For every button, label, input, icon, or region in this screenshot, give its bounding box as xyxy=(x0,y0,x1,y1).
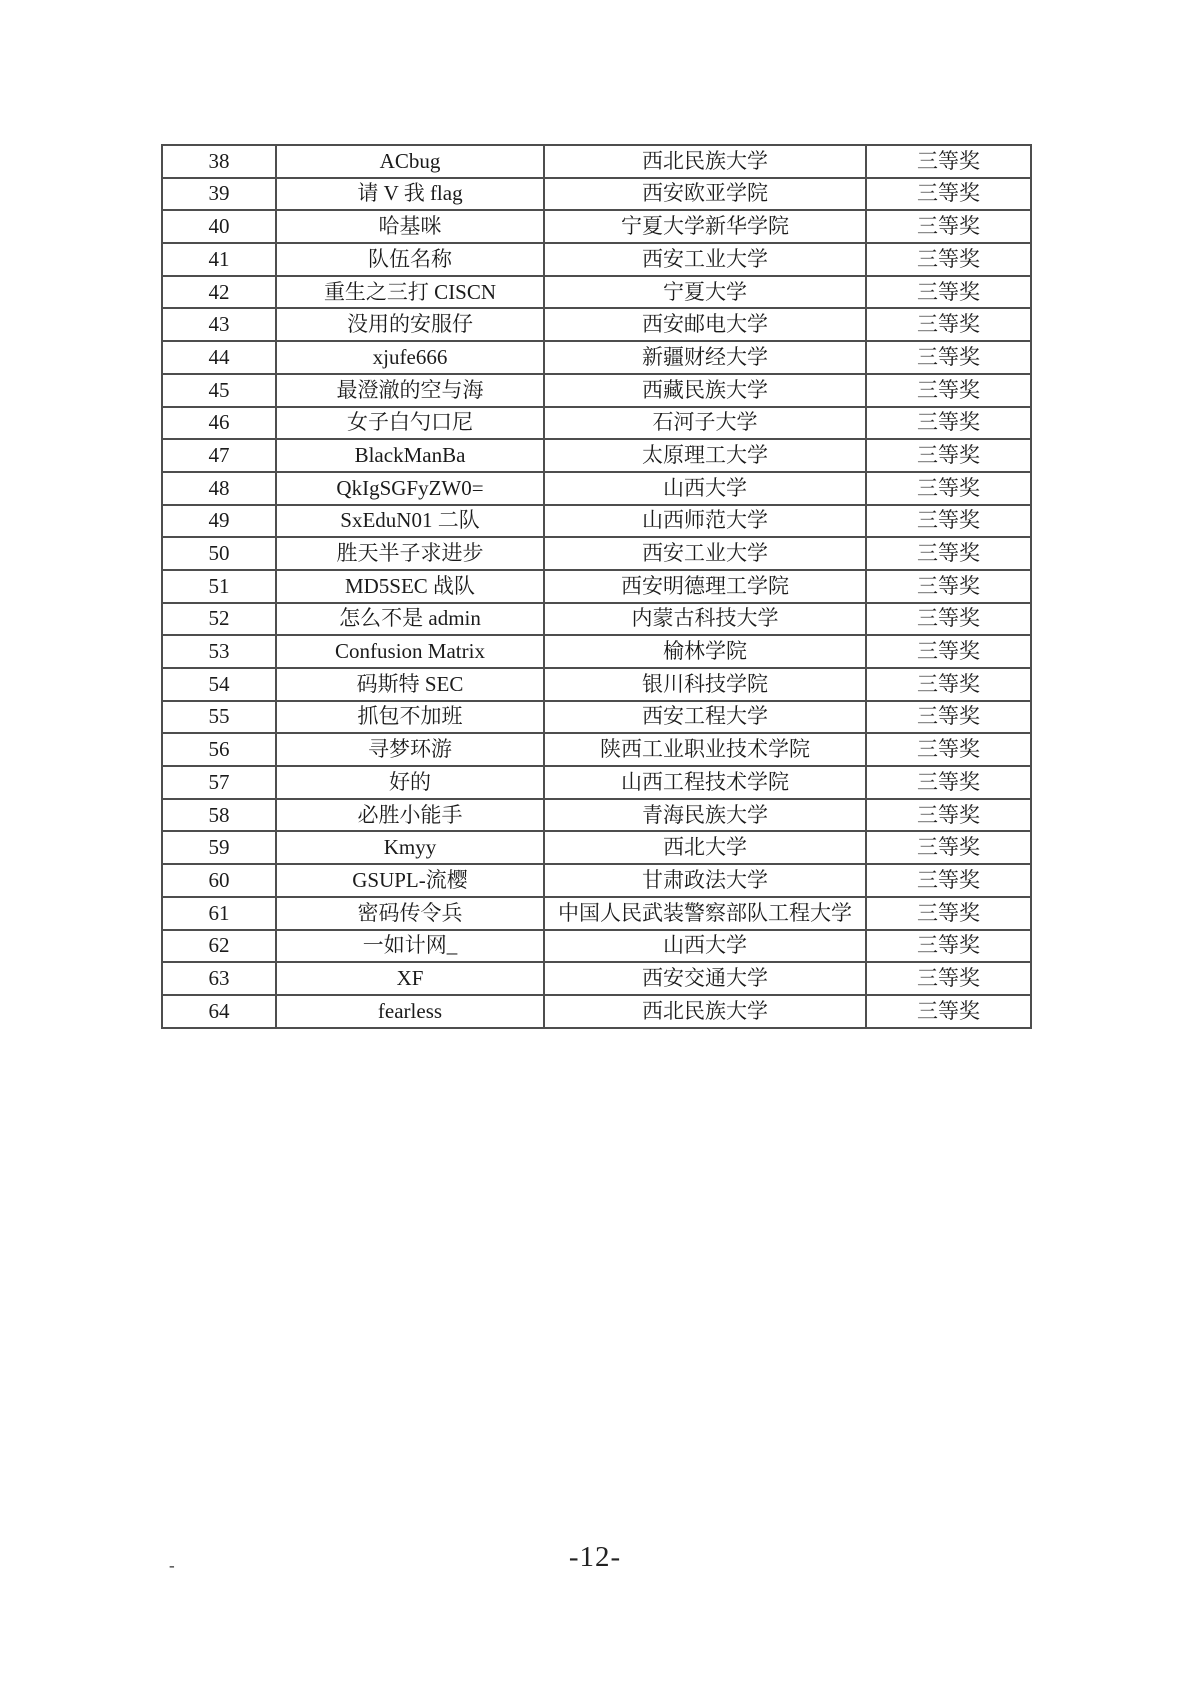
cell-school: 宁夏大学 xyxy=(544,276,866,309)
cell-no: 47 xyxy=(162,439,276,472)
cell-award: 三等奖 xyxy=(866,766,1031,799)
cell-no: 41 xyxy=(162,243,276,276)
table-row xyxy=(162,505,1031,538)
awards-table xyxy=(161,144,1032,1029)
cell-award: 三等奖 xyxy=(866,178,1031,211)
cell-award: 三等奖 xyxy=(866,407,1031,440)
cell-team: GSUPL-流樱 xyxy=(276,864,544,897)
cell-award: 三等奖 xyxy=(866,308,1031,341)
cell-no: 43 xyxy=(162,308,276,341)
table-row xyxy=(162,374,1031,407)
table-row xyxy=(162,962,1031,995)
cell-no: 63 xyxy=(162,962,276,995)
cell-award: 三等奖 xyxy=(866,570,1031,603)
table-row xyxy=(162,570,1031,603)
cell-no: 45 xyxy=(162,374,276,407)
cell-team: 队伍名称 xyxy=(276,243,544,276)
footer-left-mark: - xyxy=(169,1556,175,1575)
cell-no: 48 xyxy=(162,472,276,505)
cell-school: 山西大学 xyxy=(544,472,866,505)
cell-no: 49 xyxy=(162,505,276,538)
table-row xyxy=(162,766,1031,799)
awards-table-body xyxy=(162,145,1031,1028)
cell-no: 50 xyxy=(162,537,276,570)
cell-team: 抓包不加班 xyxy=(276,701,544,734)
cell-no: 53 xyxy=(162,635,276,668)
table-row xyxy=(162,439,1031,472)
cell-no: 58 xyxy=(162,799,276,832)
cell-school: 太原理工大学 xyxy=(544,439,866,472)
cell-team: Kmyy xyxy=(276,831,544,864)
cell-award: 三等奖 xyxy=(866,962,1031,995)
table-row xyxy=(162,897,1031,930)
cell-award: 三等奖 xyxy=(866,439,1031,472)
cell-school: 山西大学 xyxy=(544,930,866,963)
cell-school: 中国人民武装警察部队工程大学 xyxy=(544,897,866,930)
cell-award: 三等奖 xyxy=(866,472,1031,505)
cell-no: 46 xyxy=(162,407,276,440)
cell-team: XF xyxy=(276,962,544,995)
table-row xyxy=(162,995,1031,1028)
cell-school: 榆林学院 xyxy=(544,635,866,668)
cell-award: 三等奖 xyxy=(866,145,1031,178)
cell-no: 60 xyxy=(162,864,276,897)
cell-team: 密码传令兵 xyxy=(276,897,544,930)
cell-team: 最澄澈的空与海 xyxy=(276,374,544,407)
cell-school: 山西工程技术学院 xyxy=(544,766,866,799)
cell-award: 三等奖 xyxy=(866,733,1031,766)
cell-school: 陕西工业职业技术学院 xyxy=(544,733,866,766)
page-number: -12- xyxy=(568,1541,622,1573)
cell-award: 三等奖 xyxy=(866,210,1031,243)
cell-school: 青海民族大学 xyxy=(544,799,866,832)
cell-team: xjufe666 xyxy=(276,341,544,374)
table-row xyxy=(162,178,1031,211)
cell-award: 三等奖 xyxy=(866,374,1031,407)
table-row xyxy=(162,864,1031,897)
cell-team: 码斯特 SEC xyxy=(276,668,544,701)
table-row xyxy=(162,145,1031,178)
cell-no: 62 xyxy=(162,930,276,963)
cell-school: 银川科技学院 xyxy=(544,668,866,701)
cell-school: 西安工程大学 xyxy=(544,701,866,734)
cell-team: Confusion Matrix xyxy=(276,635,544,668)
cell-team: 哈基咪 xyxy=(276,210,544,243)
table-row xyxy=(162,831,1031,864)
cell-award: 三等奖 xyxy=(866,668,1031,701)
cell-team: 胜天半子求进步 xyxy=(276,537,544,570)
table-row xyxy=(162,308,1031,341)
cell-no: 39 xyxy=(162,178,276,211)
cell-no: 54 xyxy=(162,668,276,701)
cell-award: 三等奖 xyxy=(866,243,1031,276)
cell-school: 山西师范大学 xyxy=(544,505,866,538)
table-row xyxy=(162,341,1031,374)
cell-team: fearless xyxy=(276,995,544,1028)
cell-team: QkIgSGFyZW0= xyxy=(276,472,544,505)
cell-award: 三等奖 xyxy=(866,537,1031,570)
cell-school: 西安工业大学 xyxy=(544,243,866,276)
cell-no: 40 xyxy=(162,210,276,243)
cell-award: 三等奖 xyxy=(866,995,1031,1028)
cell-award: 三等奖 xyxy=(866,701,1031,734)
cell-team: SxEduN01 二队 xyxy=(276,505,544,538)
table-row xyxy=(162,635,1031,668)
table-row xyxy=(162,603,1031,636)
cell-award: 三等奖 xyxy=(866,603,1031,636)
table-row xyxy=(162,799,1031,832)
cell-no: 56 xyxy=(162,733,276,766)
cell-team: 寻梦环游 xyxy=(276,733,544,766)
cell-award: 三等奖 xyxy=(866,635,1031,668)
cell-award: 三等奖 xyxy=(866,897,1031,930)
table-row xyxy=(162,701,1031,734)
cell-team: MD5SEC 战队 xyxy=(276,570,544,603)
cell-no: 55 xyxy=(162,701,276,734)
cell-team: 怎么不是 admin xyxy=(276,603,544,636)
cell-team: 一如计网_ xyxy=(276,930,544,963)
cell-school: 新疆财经大学 xyxy=(544,341,866,374)
cell-school: 西安交通大学 xyxy=(544,962,866,995)
cell-no: 38 xyxy=(162,145,276,178)
cell-team: BlackManBa xyxy=(276,439,544,472)
table-row xyxy=(162,407,1031,440)
cell-no: 51 xyxy=(162,570,276,603)
cell-no: 44 xyxy=(162,341,276,374)
cell-award: 三等奖 xyxy=(866,831,1031,864)
cell-award: 三等奖 xyxy=(866,341,1031,374)
cell-school: 西北民族大学 xyxy=(544,145,866,178)
table-row xyxy=(162,243,1031,276)
cell-no: 52 xyxy=(162,603,276,636)
cell-school: 石河子大学 xyxy=(544,407,866,440)
cell-team: 必胜小能手 xyxy=(276,799,544,832)
cell-team: 重生之三打 CISCN xyxy=(276,276,544,309)
cell-school: 内蒙古科技大学 xyxy=(544,603,866,636)
cell-school: 西安工业大学 xyxy=(544,537,866,570)
cell-no: 61 xyxy=(162,897,276,930)
table-row xyxy=(162,733,1031,766)
cell-no: 64 xyxy=(162,995,276,1028)
table-row xyxy=(162,472,1031,505)
cell-team: 请 V 我 flag xyxy=(276,178,544,211)
table-row xyxy=(162,668,1031,701)
cell-team: 女子白勺口尼 xyxy=(276,407,544,440)
cell-school: 西北民族大学 xyxy=(544,995,866,1028)
cell-no: 42 xyxy=(162,276,276,309)
cell-award: 三等奖 xyxy=(866,930,1031,963)
cell-school: 西安明德理工学院 xyxy=(544,570,866,603)
cell-school: 西藏民族大学 xyxy=(544,374,866,407)
cell-no: 57 xyxy=(162,766,276,799)
cell-team: ACbug xyxy=(276,145,544,178)
table-row xyxy=(162,537,1031,570)
cell-school: 西安邮电大学 xyxy=(544,308,866,341)
cell-school: 甘肃政法大学 xyxy=(544,864,866,897)
cell-school: 西安欧亚学院 xyxy=(544,178,866,211)
cell-team: 好的 xyxy=(276,766,544,799)
cell-team: 没用的安服仔 xyxy=(276,308,544,341)
cell-award: 三等奖 xyxy=(866,276,1031,309)
table-row xyxy=(162,210,1031,243)
cell-no: 59 xyxy=(162,831,276,864)
cell-award: 三等奖 xyxy=(866,505,1031,538)
table-row xyxy=(162,930,1031,963)
cell-award: 三等奖 xyxy=(866,864,1031,897)
cell-school: 宁夏大学新华学院 xyxy=(544,210,866,243)
cell-award: 三等奖 xyxy=(866,799,1031,832)
table-row xyxy=(162,276,1031,309)
cell-school: 西北大学 xyxy=(544,831,866,864)
